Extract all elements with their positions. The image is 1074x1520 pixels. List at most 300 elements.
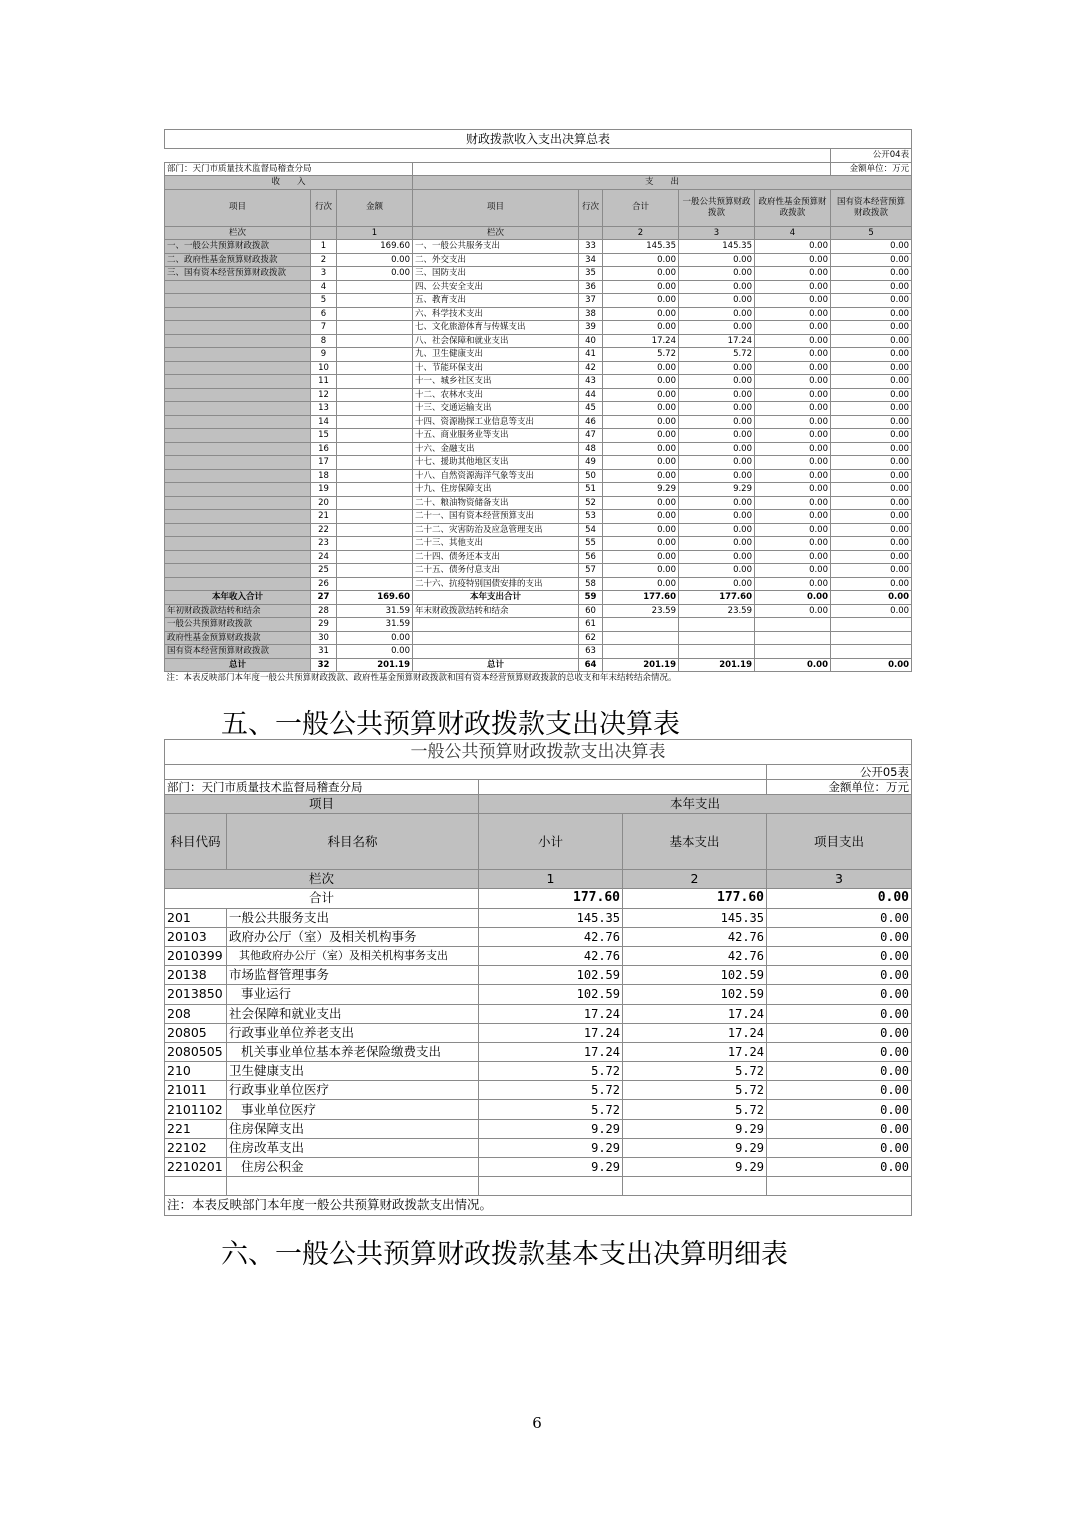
subtotal-value: 102.59 [479,985,623,1004]
expense-total: 0.00 [603,361,679,375]
basic-value: 102.59 [623,985,767,1004]
basic-value: 42.76 [623,946,767,965]
expense-total: 17.24 [603,334,679,348]
t4-note: 注：本表反映部门本年度一般公共预算财政拨款、政府性基金预算财政拨款和国有资本经营预算财政拨款的总收支和年末结转结余情况。 [165,672,912,685]
table-row [165,267,912,281]
subject-name: 行政事业单位养老支出 [227,1023,479,1042]
expense-line: 64 [579,658,603,672]
expense-general: 0.00 [679,577,755,591]
table-row [165,1042,912,1061]
income-amount [337,523,413,537]
expense-item: 八、社会保障和就业支出 [413,334,579,348]
expense-fund: 0.00 [755,442,831,456]
expense-general: 0.00 [679,321,755,335]
expense-total: 0.00 [603,469,679,483]
income-item [165,537,311,551]
expense-soe: 0.00 [831,294,912,308]
expense-total: 9.29 [603,483,679,497]
expense-fund: 0.00 [755,429,831,443]
expense-fund: 0.00 [755,307,831,321]
expense-fund: 0.00 [755,550,831,564]
basic-value: 17.24 [623,1023,767,1042]
t4-col-general: 一般公共预算财政拨款 [679,189,755,226]
table-row [165,375,912,389]
income-line: 27 [311,591,337,605]
project-value: 0.00 [767,1004,912,1023]
expense-line: 61 [579,618,603,632]
expense-total: 0.00 [603,307,679,321]
expense-item: 十五、商业服务业等支出 [413,429,579,443]
income-amount [337,388,413,402]
t4-col-item-exp: 项目 [413,189,579,226]
income-amount [337,307,413,321]
expense-general: 0.00 [679,523,755,537]
project-value: 0.00 [767,1023,912,1042]
expense-line: 58 [579,577,603,591]
table-row [165,1062,912,1081]
income-item [165,294,311,308]
expense-soe: 0.00 [831,253,912,267]
table-row [165,564,912,578]
subject-code: 210 [165,1062,227,1081]
project-value: 0.00 [767,908,912,927]
expense-soe: 0.00 [831,267,912,281]
subject-name: 社会保障和就业支出 [227,1004,479,1023]
income-amount: 0.00 [337,645,413,659]
expense-item: 本年支出合计 [413,591,579,605]
t5-title: 一般公共预算财政拨款支出决算表 [165,740,912,765]
t5-col-num: 1 [479,870,623,889]
expense-fund: 0.00 [755,253,831,267]
subject-code: 221 [165,1119,227,1138]
expense-item: 十一、城乡社区支出 [413,375,579,389]
table-row [165,1100,912,1119]
expense-general: 0.00 [679,456,755,470]
expense-item: 十三、交通运输支出 [413,402,579,416]
t5-code: 公开05表 [767,765,912,780]
income-item: 三、国有资本经营预算财政拨款 [165,267,311,281]
t5-col-subtotal: 小计 [479,814,623,870]
subject-name: 事业单位医疗 [227,1100,479,1119]
expense-line: 51 [579,483,603,497]
expense-item: 七、文化旅游体育与传媒支出 [413,321,579,335]
table-row [165,361,912,375]
expense-fund: 0.00 [755,591,831,605]
expense-general: 17.24 [679,334,755,348]
basic-value: 42.76 [623,927,767,946]
t4-row-label: 栏次 [165,226,311,240]
expense-general: 0.00 [679,537,755,551]
income-amount [337,334,413,348]
t4-col-num: 3 [679,226,755,240]
expense-item: 六、科学技术支出 [413,307,579,321]
t4-row-label-exp: 栏次 [413,226,579,240]
income-item: 国有资本经营预算财政拨款 [165,645,311,659]
table-row [165,577,912,591]
project-value: 0.00 [767,946,912,965]
expense-line: 59 [579,591,603,605]
expense-total: 201.19 [603,658,679,672]
expense-total: 0.00 [603,442,679,456]
expense-fund: 0.00 [755,577,831,591]
basic-value: 9.29 [623,1138,767,1157]
expense-general: 0.00 [679,564,755,578]
income-item: 本年收入合计 [165,591,311,605]
expense-soe: 0.00 [831,307,912,321]
expense-line: 55 [579,537,603,551]
table-row [165,307,912,321]
expense-general: 0.00 [679,361,755,375]
subject-name: 机关事业单位基本养老保险缴费支出 [227,1042,479,1061]
expense-soe: 0.00 [831,348,912,362]
expense-item: 十二、农林水支出 [413,388,579,402]
project-value: 0.00 [767,1119,912,1138]
expense-item: 二十四、债务还本支出 [413,550,579,564]
expense-total: 0.00 [603,415,679,429]
expense-line: 56 [579,550,603,564]
t5-total-value: 177.60 [479,889,623,908]
income-amount: 31.59 [337,604,413,618]
expense-general: 5.72 [679,348,755,362]
section-heading-6: 六、一般公共预算财政拨款基本支出决算明细表 [221,1239,788,1270]
expense-item: 一、一般公共服务支出 [413,240,579,254]
table-row [165,908,912,927]
expense-line: 40 [579,334,603,348]
income-line: 18 [311,469,337,483]
income-amount [337,496,413,510]
expense-soe: 0.00 [831,442,912,456]
subtotal-value: 102.59 [479,966,623,985]
table-row [165,334,912,348]
expense-soe: 0.00 [831,537,912,551]
expense-total [603,618,679,632]
expense-soe: 0.00 [831,321,912,335]
income-item [165,523,311,537]
expense-line: 42 [579,361,603,375]
income-line: 7 [311,321,337,335]
expense-line: 52 [579,496,603,510]
t4-title: 财政拨款收入支出决算总表 [165,130,912,149]
expense-total: 145.35 [603,240,679,254]
subject-code: 20138 [165,966,227,985]
table-row [165,321,912,335]
t5-row-label: 栏次 [165,870,479,889]
income-item [165,402,311,416]
expense-fund: 0.00 [755,415,831,429]
income-amount: 169.60 [337,591,413,605]
expense-general: 0.00 [679,307,755,321]
income-line: 32 [311,658,337,672]
expense-fund: 0.00 [755,604,831,618]
income-amount [337,564,413,578]
t4-col-item: 项目 [165,189,311,226]
expense-general: 23.59 [679,604,755,618]
income-amount [337,510,413,524]
expense-fund: 0.00 [755,402,831,416]
subject-name: 住房保障支出 [227,1119,479,1138]
expense-fund: 0.00 [755,496,831,510]
expense-fund: 0.00 [755,537,831,551]
t5-col-name: 科目名称 [227,814,479,870]
income-item [165,348,311,362]
table-row [165,645,912,659]
basic-value: 5.72 [623,1062,767,1081]
income-amount [337,321,413,335]
table-row [165,658,912,672]
expense-general: 0.00 [679,267,755,281]
expense-line: 62 [579,631,603,645]
subject-code: 208 [165,1004,227,1023]
project-value: 0.00 [767,1081,912,1100]
income-line: 22 [311,523,337,537]
t5-note: 注：本表反映部门本年度一般公共预算财政拨款支出情况。 [165,1196,912,1215]
expense-total: 0.00 [603,294,679,308]
income-amount [337,483,413,497]
expense-total: 0.00 [603,267,679,281]
income-line: 24 [311,550,337,564]
expense-item: 二十六、抗疫特别国债安排的支出 [413,577,579,591]
project-value: 0.00 [767,927,912,946]
expense-line: 37 [579,294,603,308]
subtotal-value: 5.72 [479,1062,623,1081]
income-line: 16 [311,442,337,456]
expense-soe [831,645,912,659]
subject-code: 21011 [165,1081,227,1100]
table-row [165,1138,912,1157]
table-05 [164,739,912,1216]
expense-line: 34 [579,253,603,267]
t5-unit: 金额单位：万元 [767,780,912,795]
expense-item: 二十三、其他支出 [413,537,579,551]
t4-col-num: 1 [337,226,413,240]
income-line: 29 [311,618,337,632]
expense-soe: 0.00 [831,496,912,510]
table-row [165,618,912,632]
expense-line: 47 [579,429,603,443]
expense-soe: 0.00 [831,564,912,578]
expense-line: 53 [579,510,603,524]
expense-total: 0.00 [603,523,679,537]
income-line: 28 [311,604,337,618]
expense-soe: 0.00 [831,523,912,537]
expense-soe [831,631,912,645]
subtotal-value: 9.29 [479,1138,623,1157]
t5-total-label: 合计 [165,889,479,908]
income-item [165,334,311,348]
income-line: 17 [311,456,337,470]
expense-fund: 0.00 [755,510,831,524]
expense-item [413,645,579,659]
income-line: 5 [311,294,337,308]
expense-total: 0.00 [603,577,679,591]
table-row [165,1081,912,1100]
t5-col-basic: 基本支出 [623,814,767,870]
income-line: 11 [311,375,337,389]
expense-fund: 0.00 [755,375,831,389]
basic-value: 9.29 [623,1119,767,1138]
expense-line: 39 [579,321,603,335]
table-row [165,1004,912,1023]
expense-fund: 0.00 [755,334,831,348]
income-item [165,388,311,402]
subtotal-value: 5.72 [479,1100,623,1119]
subject-name: 政府办公厅（室）及相关机构事务 [227,927,479,946]
t4-col-num: 5 [831,226,912,240]
t5-dept: 部门：天门市质量技术监督局稽查分局 [165,780,479,795]
basic-value: 17.24 [623,1004,767,1023]
income-item [165,429,311,443]
project-value: 0.00 [767,985,912,1004]
expense-total: 0.00 [603,375,679,389]
income-line: 3 [311,267,337,281]
income-line: 4 [311,280,337,294]
table-row [165,456,912,470]
income-amount: 0.00 [337,267,413,281]
expense-item: 二十、粮油物资储备支出 [413,496,579,510]
income-line: 30 [311,631,337,645]
expense-soe: 0.00 [831,280,912,294]
subject-code: 2010399 [165,946,227,965]
subject-code: 22102 [165,1138,227,1157]
income-line: 8 [311,334,337,348]
basic-value: 145.35 [623,908,767,927]
subject-code: 2210201 [165,1158,227,1177]
expense-item: 年末财政拨款结转和结余 [413,604,579,618]
income-amount [337,348,413,362]
expense-item: 五、教育支出 [413,294,579,308]
expense-fund: 0.00 [755,523,831,537]
expense-general: 0.00 [679,442,755,456]
expense-total [603,631,679,645]
income-item [165,321,311,335]
expense-total: 0.00 [603,388,679,402]
expense-total: 0.00 [603,550,679,564]
subtotal-value: 9.29 [479,1119,623,1138]
income-line: 20 [311,496,337,510]
expense-line: 60 [579,604,603,618]
income-item [165,564,311,578]
t4-dept: 部门：天门市质量技术监督局稽查分局 [165,162,413,176]
expense-item: 十九、住房保障支出 [413,483,579,497]
expense-general: 0.00 [679,388,755,402]
t4-col-fund: 政府性基金预算财政拨款 [755,189,831,226]
income-line: 21 [311,510,337,524]
expense-general: 177.60 [679,591,755,605]
expense-item: 十七、援助其他地区支出 [413,456,579,470]
income-item [165,577,311,591]
income-line: 9 [311,348,337,362]
expense-general: 0.00 [679,375,755,389]
table-row [165,985,912,1004]
expense-item: 二、外交支出 [413,253,579,267]
income-amount: 169.60 [337,240,413,254]
expense-item: 二十二、灾害防治及应急管理支出 [413,523,579,537]
table-row [165,483,912,497]
income-item [165,510,311,524]
table-04 [164,129,912,685]
section-heading-5: 五、一般公共预算财政拨款支出决算表 [221,709,680,740]
basic-value: 102.59 [623,966,767,985]
table-row [165,1119,912,1138]
expense-general: 0.00 [679,294,755,308]
expense-line: 57 [579,564,603,578]
expense-fund: 0.00 [755,321,831,335]
expense-line: 50 [579,469,603,483]
expense-total: 23.59 [603,604,679,618]
t5-col-year: 本年支出 [479,795,912,814]
expense-general [679,631,755,645]
table-row [165,946,912,965]
subtotal-value: 17.24 [479,1042,623,1061]
basic-value: 9.29 [623,1158,767,1177]
expense-total: 0.00 [603,321,679,335]
expense-line: 41 [579,348,603,362]
expense-fund: 0.00 [755,294,831,308]
expense-fund: 0.00 [755,456,831,470]
income-line: 15 [311,429,337,443]
expense-general: 0.00 [679,550,755,564]
income-item: 年初财政拨款结转和结余 [165,604,311,618]
table-row [165,429,912,443]
expense-soe [831,618,912,632]
t4-code: 公开04表 [831,149,912,163]
income-amount [337,294,413,308]
expense-fund: 0.00 [755,388,831,402]
income-line: 26 [311,577,337,591]
expense-fund [755,645,831,659]
subject-name: 事业运行 [227,985,479,1004]
basic-value: 17.24 [623,1042,767,1061]
t4-income-header: 收 入 [165,176,413,190]
income-item [165,469,311,483]
table-row [165,442,912,456]
expense-fund: 0.00 [755,658,831,672]
expense-line: 63 [579,645,603,659]
income-item: 一般公共预算财政拨款 [165,618,311,632]
subject-name: 住房改革支出 [227,1138,479,1157]
table-row [165,402,912,416]
table-row [165,537,912,551]
income-line: 6 [311,307,337,321]
expense-soe: 0.00 [831,658,912,672]
income-item [165,442,311,456]
income-item: 二、政府性基金预算财政拨款 [165,253,311,267]
subject-code: 2080505 [165,1042,227,1061]
project-value: 0.00 [767,1062,912,1081]
t5-total-value: 177.60 [623,889,767,908]
table-row [165,388,912,402]
table-row [165,927,912,946]
table-row [165,591,912,605]
expense-fund: 0.00 [755,469,831,483]
expense-soe: 0.00 [831,483,912,497]
table-row [165,604,912,618]
income-item [165,361,311,375]
income-item [165,483,311,497]
expense-item: 十四、资源勘探工业信息等支出 [413,415,579,429]
expense-item: 十八、自然资源海洋气象等支出 [413,469,579,483]
income-amount [337,375,413,389]
table-row [165,280,912,294]
expense-item: 九、卫生健康支出 [413,348,579,362]
expense-general: 0.00 [679,280,755,294]
expense-fund [755,631,831,645]
expense-item [413,631,579,645]
t5-total-value: 0.00 [767,889,912,908]
income-line: 25 [311,564,337,578]
subtotal-value: 5.72 [479,1081,623,1100]
expense-soe: 0.00 [831,334,912,348]
